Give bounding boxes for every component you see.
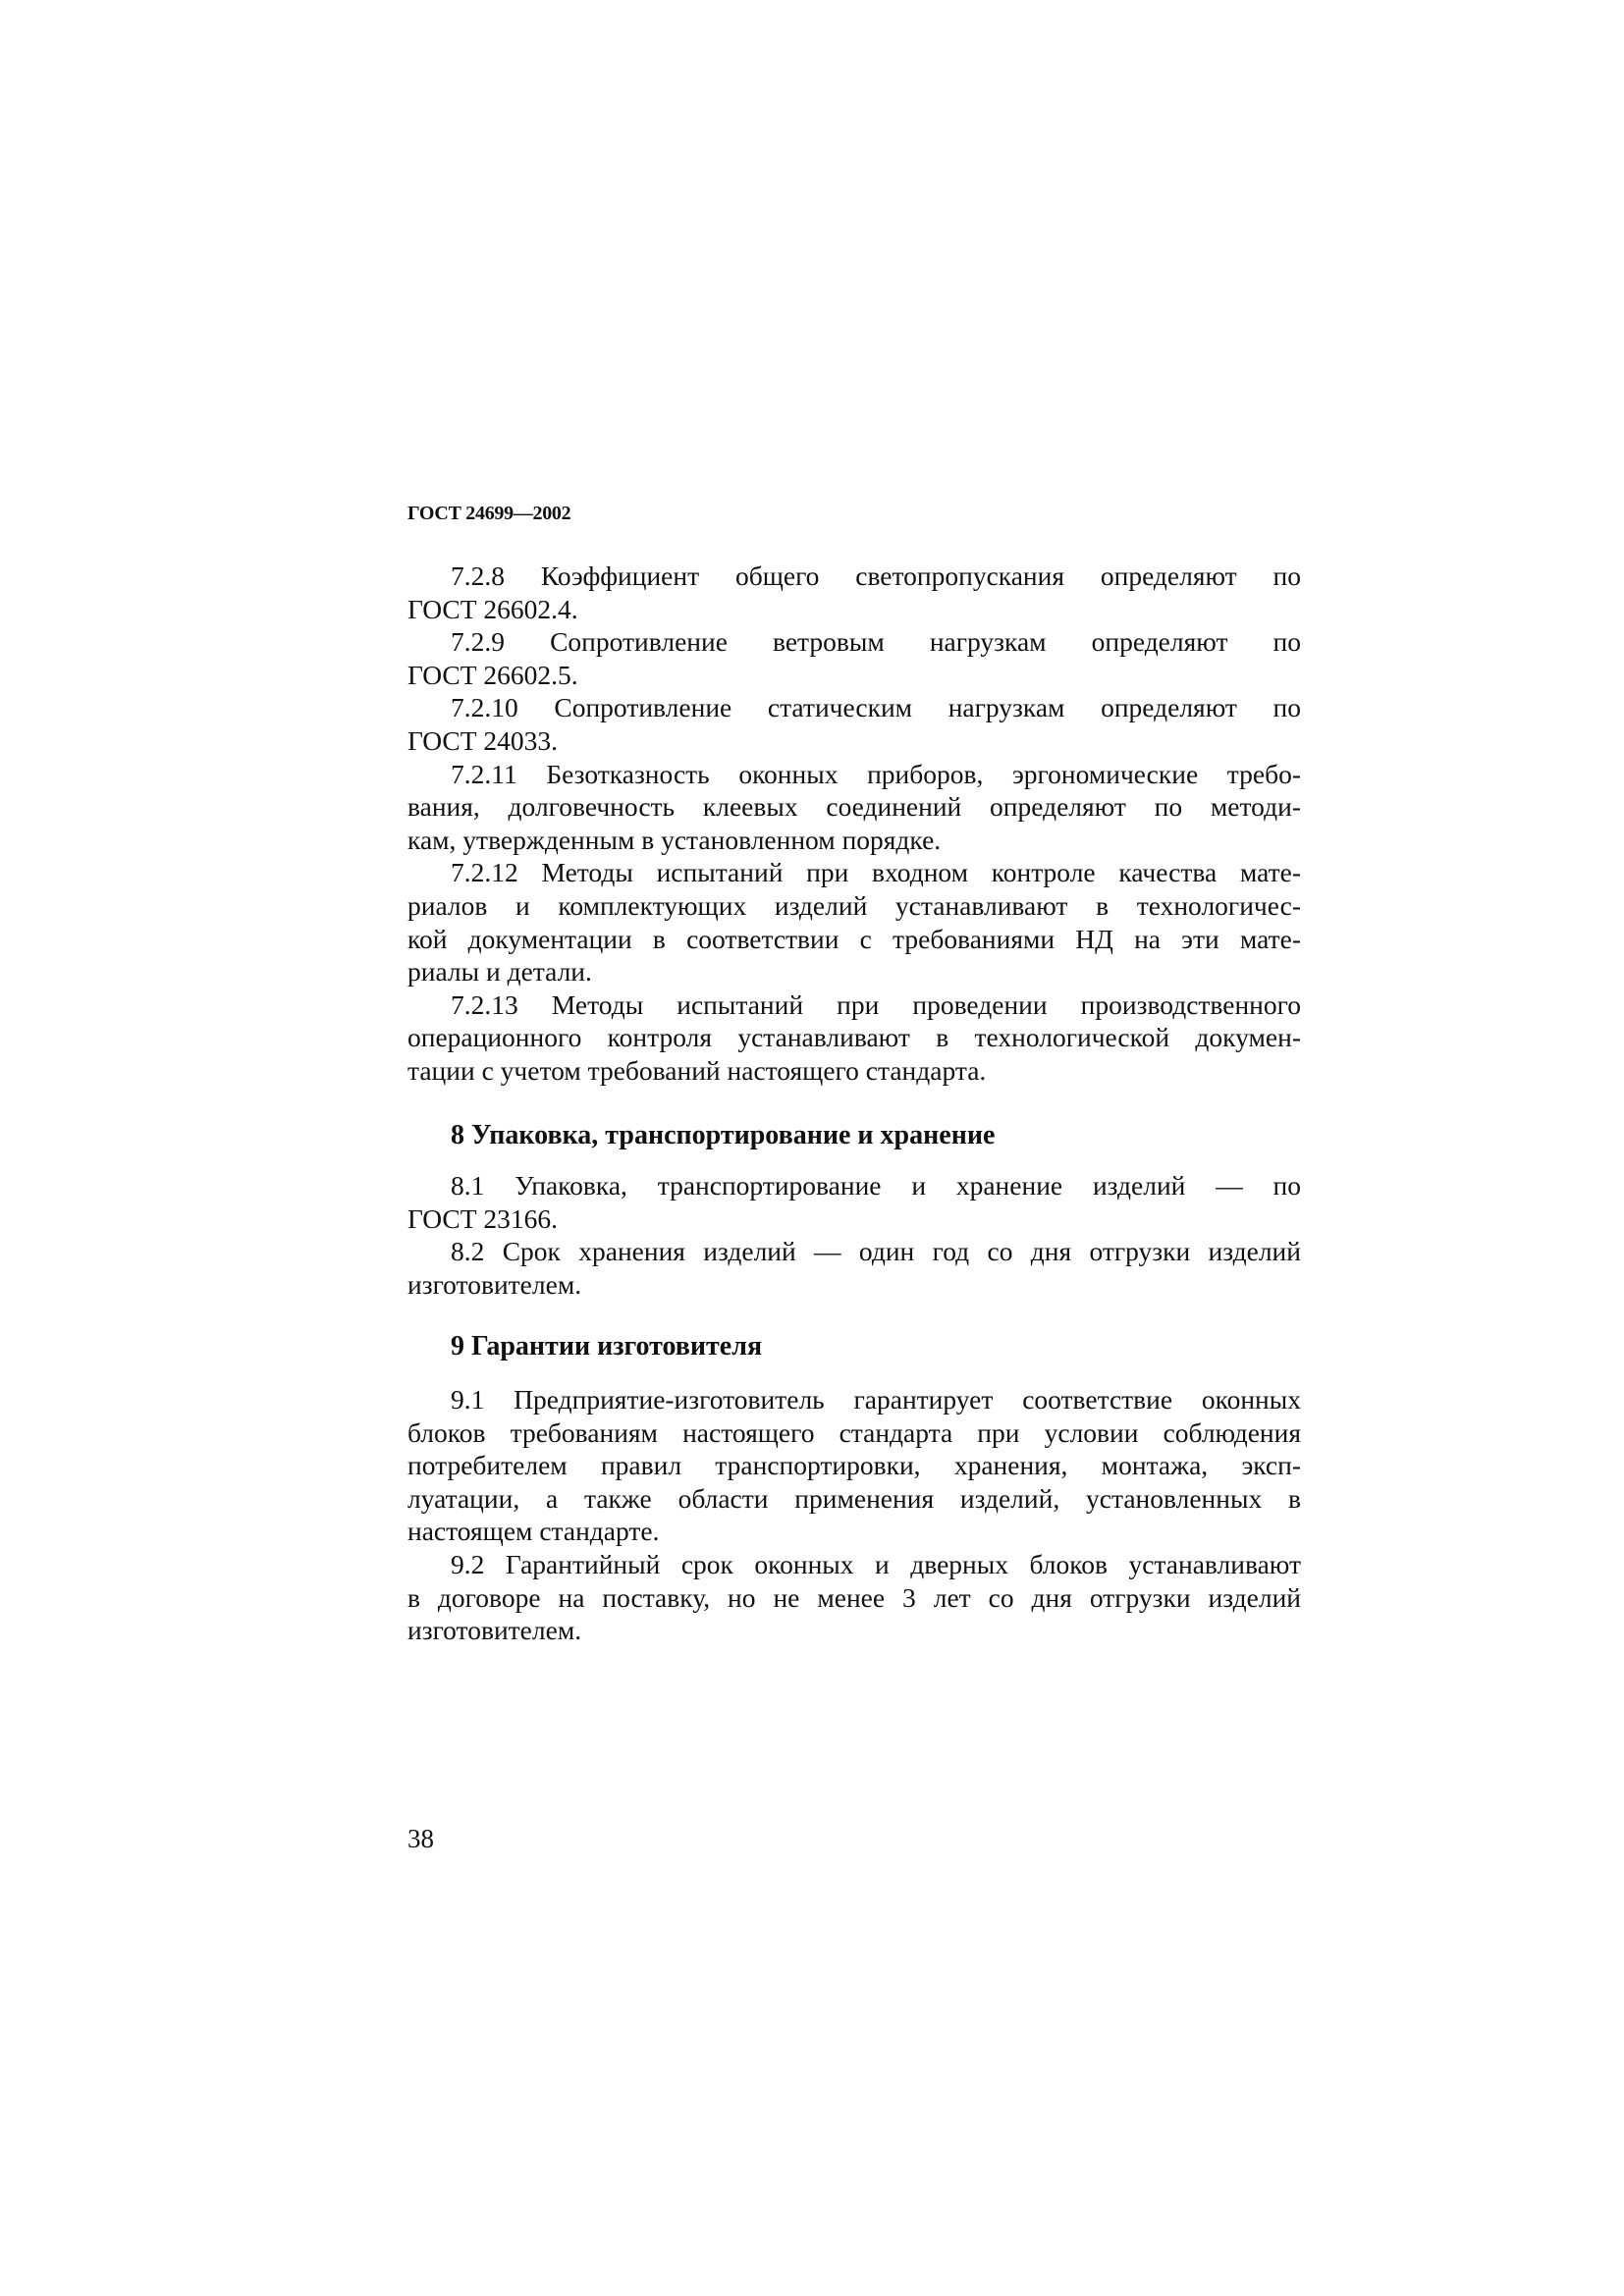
paragraph-line: 7.2.12 Методы испытаний при входном контроле качества мате- [451,857,1301,888]
paragraph [407,1548,1301,1647]
paragraph-line: 9.1 Предприятие-изготовитель гарантирует соответствие оконных [451,1384,1301,1415]
paragraph-line: ГОСТ 26602.4. [407,593,578,624]
paragraph-line: операционного контроля устанавливают в технологической докумен- [407,1022,1301,1053]
paragraph [407,560,1301,625]
document-header: ГОСТ 24699—2002 [407,503,571,524]
paragraph-line: 7.2.9 Сопротивление ветровым нагрузкам определяют по [451,626,1301,658]
paragraph-line: изготовителем. [407,1268,582,1300]
paragraph-line: ГОСТ 23166. [407,1202,559,1234]
paragraph-line: кам, утвержденным в установленном порядке. [407,824,942,855]
paragraph-line: кой документации в соответствии с требованиями НД на эти мате- [407,923,1301,954]
paragraph-line: изготовителем. [407,1615,582,1646]
paragraph-line: риалов и комплектующих изделий устанавливают в технологичес- [407,889,1301,921]
paragraph-line: 8.2 Срок хранения изделий — один год со дня отгрузки изделий [451,1236,1301,1267]
paragraph-line: 8.1 Упаковка, транспортирование и хранение изделий — по [451,1170,1301,1201]
paragraph-line: 9.2 Гарантийный срок оконных и дверных блоков устанавливают [451,1549,1301,1580]
paragraph-line: 7.2.11 Безотказность оконных приборов, эргономические требо- [451,758,1301,789]
paragraph-line: вания, долговечность клеевых соединений определяют по методи- [407,791,1301,823]
paragraph [407,1235,1301,1301]
paragraph-line: луатации, а также области применения изделий, установленных в [407,1482,1301,1514]
paragraph-line: потребителем правил транспортировки, хранения, монтажа, эксп- [407,1450,1301,1481]
paragraph [407,1383,1301,1548]
paragraph-line: блоков требованиям настоящего стандарта при условии соблюдения [407,1416,1301,1448]
paragraph-line: 7.2.10 Сопротивление статическим нагрузкам определяют по [451,692,1301,723]
paragraph-line: 7.2.13 Методы испытаний при проведении производственного [451,988,1301,1020]
paragraph-line: ГОСТ 26602.5. [407,659,578,690]
paragraph-line: в договоре на поставку, но не менее 3 лет со дня отгрузки изделий [407,1581,1301,1613]
paragraph-line: ГОСТ 24033. [407,724,559,756]
paragraph-line: тации с учетом требований настоящего стандарта. [407,1054,987,1086]
paragraph-line: 7.2.8 Коэффициент общего светопропускания определяют по [451,561,1301,591]
document-body [407,560,1301,1647]
paragraph [407,1169,1301,1235]
paragraph-line: настоящем стандарте. [407,1516,660,1547]
paragraph [407,758,1301,857]
section-heading: 8 Упаковка, транспортирование и хранение [451,1119,996,1150]
paragraph [407,856,1301,988]
paragraph [407,625,1301,691]
section-heading: 9 Гарантии изготовителя [451,1331,763,1362]
paragraph [407,691,1301,757]
paragraph-line: риалы и детали. [407,956,592,988]
page-number: 38 [407,1824,434,1853]
paragraph [407,988,1301,1088]
